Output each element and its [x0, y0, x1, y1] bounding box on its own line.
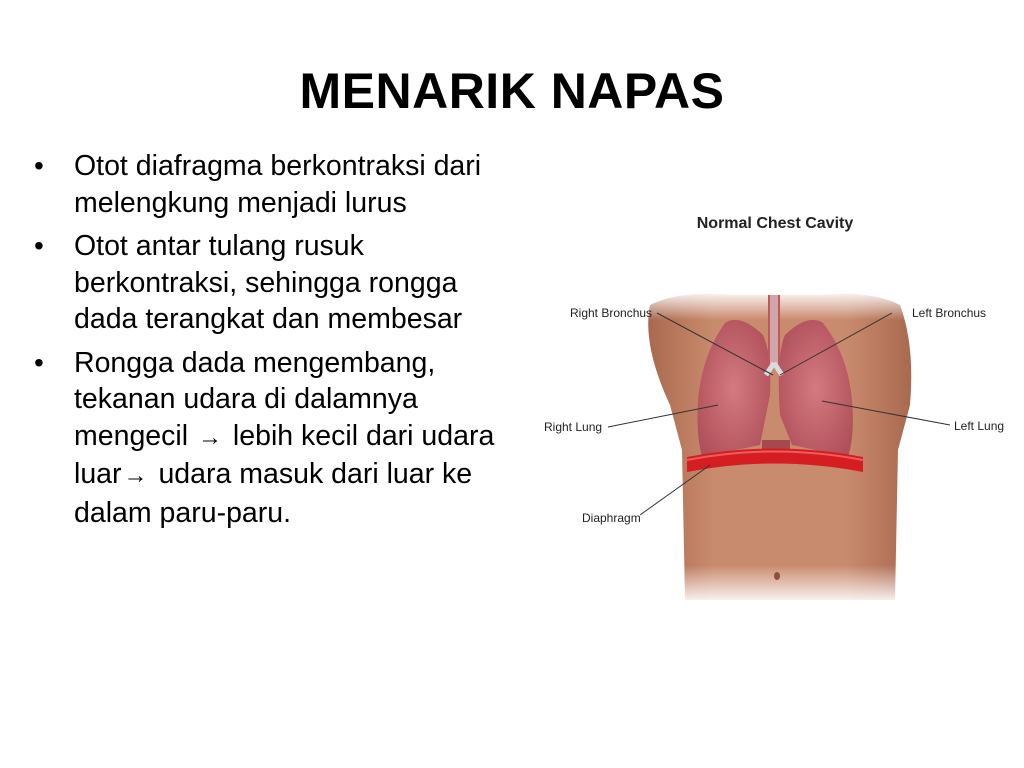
bullet-text: Rongga dada mengembang, tekanan udara di dalamnya mengecil: [74, 346, 436, 452]
bullet-text: lebih kecil dari udara luar: [74, 419, 495, 490]
bullet-list: [30, 148, 510, 538]
navel-mark: [774, 572, 780, 580]
figure-title: Normal Chest Cavity: [696, 215, 854, 232]
bullet-text: udara masuk dari luar ke dalam paru-paru.: [74, 458, 473, 529]
bullet-dot: •: [34, 150, 44, 181]
label-left-lung: Left Lung: [954, 419, 1005, 433]
bullet-item: [30, 345, 510, 532]
arrow-icon: →: [123, 462, 148, 489]
bullet-item: [30, 228, 510, 338]
slide-title: MENARIK NAPAS: [299, 63, 725, 119]
arrow-icon: →: [197, 423, 222, 451]
label-diaphragm: Diaphragm: [582, 511, 641, 525]
trachea-shape: [766, 295, 782, 375]
label-left-bronchus: Left Bronchus: [912, 306, 987, 320]
label-right-lung: Right Lung: [544, 420, 603, 434]
label-right-bronchus: Right Bronchus: [570, 306, 653, 320]
bullet-text: Otot antar tulang rusuk berkontraksi, sehingga rongga dada terangkat dan membesar: [74, 230, 463, 335]
bullet-item: [30, 148, 510, 221]
chest-cavity-figure: [530, 195, 1020, 605]
bullet-dot: •: [34, 230, 44, 261]
bullet-dot: •: [34, 346, 44, 378]
chest-cavity-illustration: [530, 195, 1020, 605]
bullet-text: Otot diafragma berkontraksi dari melengkung menjadi lurus: [74, 150, 482, 219]
